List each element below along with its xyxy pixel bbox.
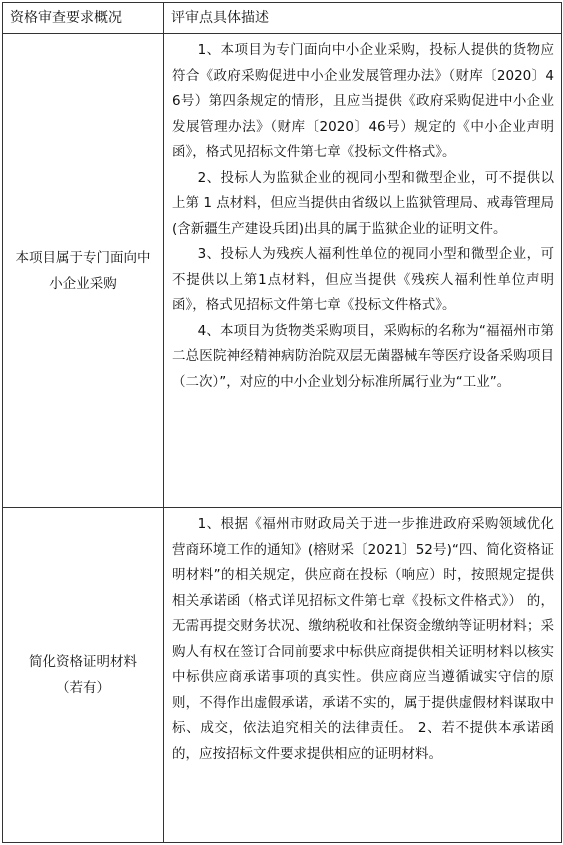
table-row-simplified-qualification: [3, 508, 562, 843]
sme-paragraph-2: 2、投标人为监狱企业的视同小型和微型企业，可不提供以上第 1 点材料，但应当提供由省级以上监狱管理局、戒毒管理局(含新疆生产建设兵团)出具的属于监狱企业的证明文件。: [172, 169, 554, 237]
requirement-cell-sme: 本项目属于专门面向中小企业采购: [3, 34, 164, 508]
simplified-requirement-line-1: 简化资格证明材料: [29, 654, 137, 670]
sme-paragraph-4: 4、本项目为货物类采购项目，采购标的名称为“福福州市第二总医院神经精神病防治院双层无菌器械车等医疗设备采购项目（二次）”，对应的中小企业划分标准所属行业为“工业”。: [172, 322, 554, 390]
header-requirement-overview: 资格审查要求概况: [3, 3, 164, 34]
simplified-requirement-line-2: （若有）: [56, 680, 110, 696]
description-cell-simplified: [164, 508, 562, 843]
qualification-review-table: [2, 2, 562, 843]
header-review-description: 评审点具体描述: [164, 3, 562, 34]
sme-paragraph-3: 3、投标人为残疾人福利性单位的视同小型和微型企业，可不提供以上第1点材料，但应当提供《残疾人福利性单位声明函》，格式见招标文件第七章《投标文件格式》。: [172, 246, 554, 313]
sme-paragraph-1: 1、本项目为专门面向中小企业采购，投标人提供的货物应符合《政府采购促进中小企业发展管理办法》（财库〔2020〕46号）第四条规定的情形，且应当提供《政府采购促进中小企业发展管理办法》（财库〔2020〕46号）规定的《中小企业声明函》，格式见招标文件第七章《投标文件格式》。: [172, 42, 554, 160]
description-cell-sme: [164, 34, 562, 508]
simplified-paragraph-1: 1、根据《福州市财政局关于进一步推进政府采购领域优化营商环境工作的通知》(榕财采〔2021〕52号)“四、简化资格证明材料”的相关规定，供应商在投标（响应）时，按照规定提供相关承诺函（格式详见招标文件第七章《投标文件格式》） 的，无需再提交财务状况、缴纳税收和社保资金缴纳等证明材料；采购人有权在签订合同前要求中标供应商提供相关证明材料以核实中标供应商承诺事项的真实性。供应商应当遵循诚实守信的原则，不得作出虚假承诺，承诺不实的，属于提供虚假材料谋取中标、成交，依法追究相关的法律责任。 2、若不提供本承诺函的，应按招标文件要求提供相应的证明材料。: [172, 516, 554, 762]
table-header-row: [3, 3, 562, 34]
requirement-cell-simplified: [3, 508, 164, 843]
table-row-sme-procurement: [3, 34, 562, 508]
